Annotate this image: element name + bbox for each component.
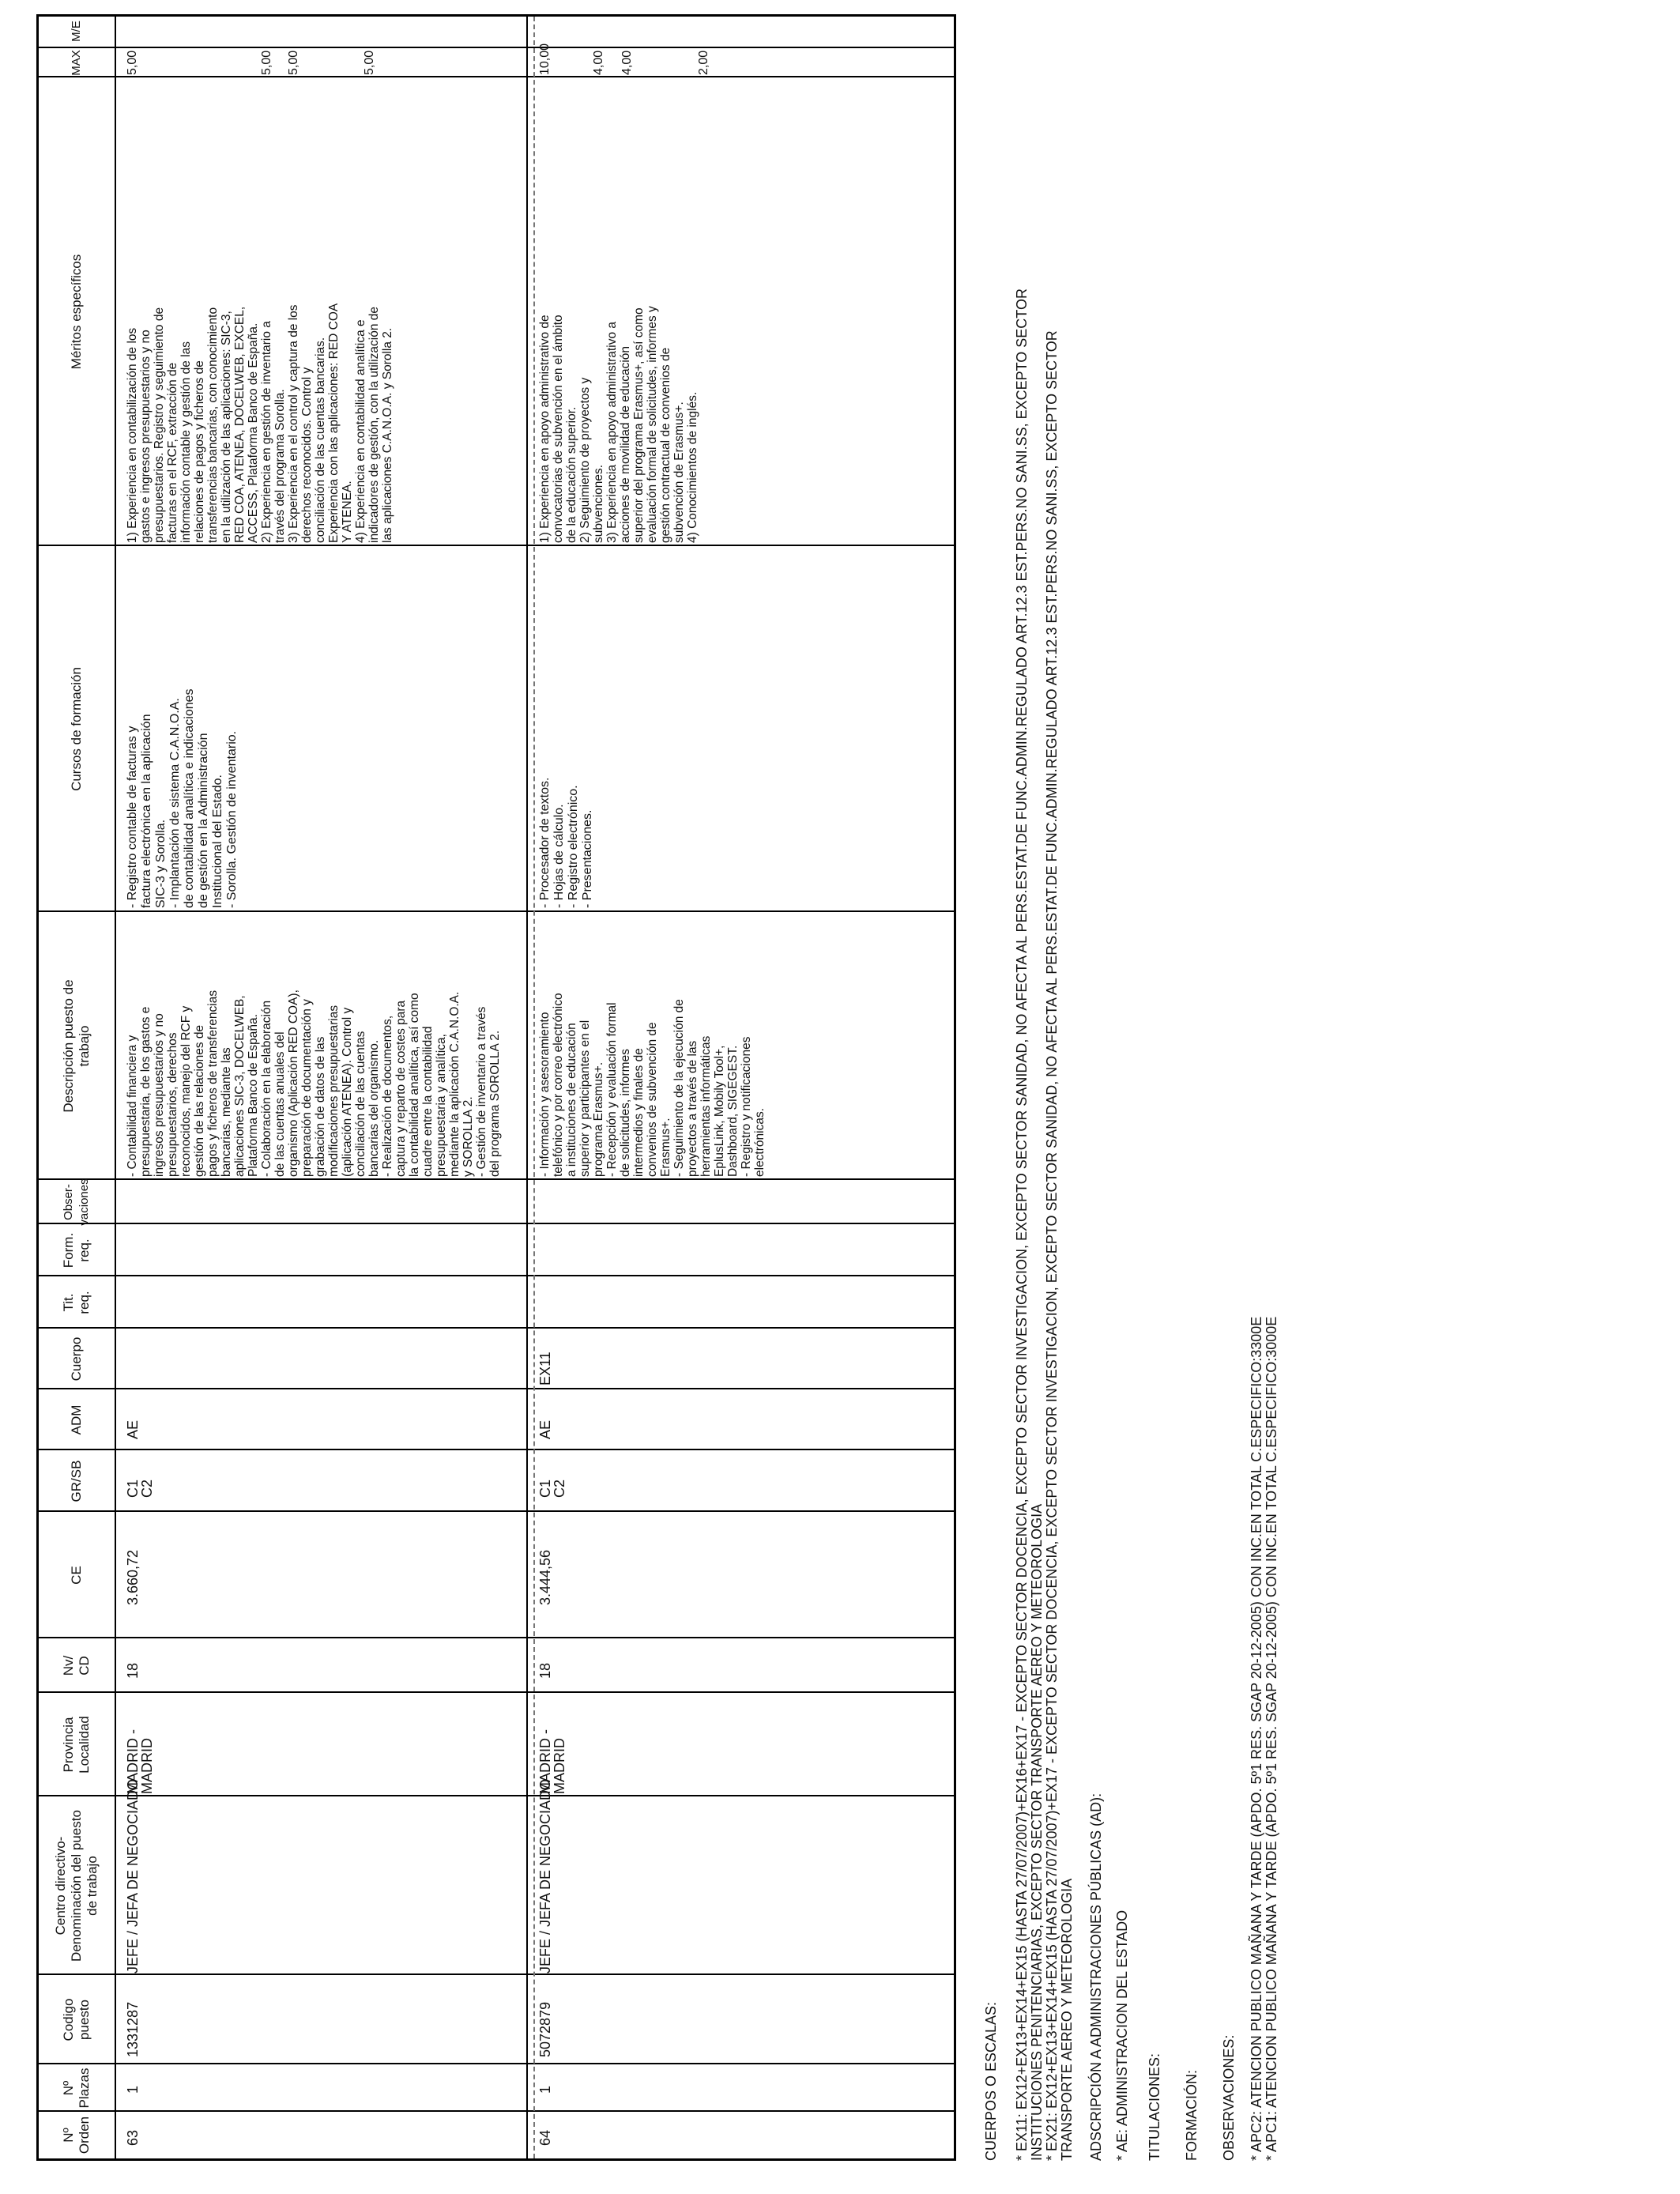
header-meritos: Méritos específicos: [69, 254, 84, 370]
row-64-descripcion: - Información y asesoramiento telefónico y por correo electrónico a instituciones de educación superior y participantes en el programa Erasmus+. - Recepción y evaluación formal de solicitudes, informes intermedios y finales de convenios de subvención de Erasmus+. - Seguimiento de la ejecución de proyectos a través de las herramientas informáticas EplusLink, Mobily Tool+, Dashboard, SIGEGEST. - Registro y notificaciones electrónicas.: [538, 993, 767, 1177]
row-64-orden: 64: [537, 2129, 553, 2146]
observaciones-title: OBSERVACIONES:: [1221, 2034, 1237, 2161]
row-63-orden: 63: [125, 2129, 141, 2146]
row-63-plazas: 1: [125, 2085, 141, 2094]
cuerpos-line-3: * EX21: EX12+EX13+EX14+EX15 (HASTA 27/07/2007)+EX17 - EXCEPTO SECTOR DOCENCIA, EXCEPTO SECTOR INVESTIGACION, EXCEPTO SECTOR SANIDAD, NO AFECTA AL PERS.ESTAT.DE FUNC.ADMIN.REGULADO ART.12.3 EST.PERS.NO SANI.SS, EXCEPTO SECTOR: [1044, 330, 1060, 2161]
row-64-provincia: MADRID - MADRID: [537, 1729, 567, 1794]
row-64-cursos: - Procesador de textos. - Hojas de cálculo. - Registro electrónico. - Presentaciones.: [538, 777, 594, 908]
header-provincia: Provincia Localidad: [61, 1716, 92, 1774]
row-64-adm: AE: [537, 1419, 553, 1439]
footnotes: [984, 11, 1279, 2161]
row-64-cuerpo: EX11: [537, 1351, 553, 1385]
positions-table: [36, 14, 956, 2161]
row-63-adm: AE: [125, 1419, 141, 1439]
row-64-codigo: 5072879: [537, 2001, 553, 2057]
row-64-max-2: 4,00: [592, 50, 605, 75]
observaciones-line-1: * APC2: ATENCION PUBLICO MAÑANA Y TARDE (APDO. 5º1 RES. SGAP 20-12-2005) CON INC.EN TOTAL C.ESPECIFICO:3300E: [1249, 1316, 1264, 2161]
header-descripcion: Descripción puesto de trabajo: [61, 979, 92, 1113]
observaciones-line-2: * APC1: ATENCION PUBLICO MAÑANA Y TARDE (APDO. 5º1 RES. SGAP 20-12-2005) CON INC.EN TOTAL C.ESPECIFICO:3000E: [1264, 1316, 1279, 2161]
formacion-title: FORMACIÓN:: [1184, 2070, 1200, 2161]
header-codigo: Codigo puesto: [61, 1998, 92, 2041]
row-64-grsb: C1 C2: [537, 1479, 567, 1498]
row-63-cursos: - Registro contable de facturas y factura electrónica en la aplicación SIC-3 y Sorolla. - Implantación de sistema C.A.N.O.A. de contabilidad analítica e indicaciones de gestión en la Administración Institucional del Estado. - Sorolla. Gestión de inventario.: [126, 688, 239, 908]
row-63-descripcion: - Contabilidad financiera y presupuestaria, de los gastos e ingresos presupuestarios y no presupuestarios, derechos reconocidos, manejo del RCF y gestión de las relaciones de pagos y ficheros de transferencias bancarias, mediante las aplicaciones SIC-3, DOCELWEB, Plataforma Banco de España. - Colaboración en la elaboración de las cuentas anuales del organismo (Aplicación RED COA), preparación de documentación y grabación de datos de las modificaciones presupuestarias (aplicación ATENEA). Control y conciliación de las cuentas bancarias del organismo. - Realización de documentos, captura y reparto de costes para la contabilidad analítica, así como cuadre entre la contabilidad presupuestaria y analítica, mediante la aplicación C.A.N.O.A. y SOROLLA 2. - Gestión de inventario a través del programa SOROLLA 2.: [126, 990, 502, 1177]
header-form: Form. req.: [61, 1232, 92, 1269]
header-orden: Nº Orden: [61, 2116, 92, 2154]
header-cursos: Cursos de formación: [69, 667, 84, 791]
header-me: M/E: [70, 21, 83, 42]
row-64-max-1: 10,00: [538, 43, 552, 75]
header-plazas: Nº Plazas: [61, 2068, 92, 2109]
header-adm: ADM: [69, 1404, 84, 1435]
row-63-meritos: 1) Experiencia en contabilización de los gastos e ingresos presupuestarios y no presupuestarios. Registro y seguimiento de facturas en el RCF, extracción de información contable y gestión de las relaciones de pagos y ficheros de transferencias bancarias, con conocimiento en la utilización de las aplicaciones: SIC-3, RED COA, ATENEA, DOCELWEB, EXCEL, ACCESS, Plataforma Banco de España. 2) Experiencia en gestión de inventario a través del programa Sorolla. 3) Experiencia en el control y captura de los derechos reconocidos. Control y conciliación de las cuentas bancarias. Experiencia con las aplicaciones: RED COA Y ATENEA. 4) Experiencia en contabilidad analítica e indicadores de gestión, con la utilización de las aplicaciones C.A.N.O.A. y Sorolla 2.: [126, 303, 394, 543]
header-centro: Centro directivo- Denominación del puesto de trabajo: [53, 1810, 100, 1962]
row-64-nivel: 18: [537, 1662, 553, 1679]
row-63-codigo: 1331287: [125, 2001, 141, 2057]
row-64-max-4: 2,00: [697, 50, 710, 75]
row-63-max-3: 5,00: [287, 50, 300, 75]
header-tit: Tit. req.: [61, 1291, 92, 1314]
header-max: MAX: [70, 50, 83, 76]
titulaciones-title: TITULACIONES:: [1147, 2053, 1162, 2161]
header-nivel: Nv/ CD: [61, 1655, 92, 1676]
row-63-nivel: 18: [125, 1662, 141, 1679]
header-cuerpo: Cuerpo: [69, 1336, 84, 1382]
header-grsb: GR/SB: [69, 1460, 84, 1502]
header-ce: CE: [69, 1566, 84, 1585]
row-64-ce: 3.444,56: [537, 1549, 553, 1605]
row-64-max-3: 4,00: [620, 50, 634, 75]
header-obs: Obser- vaciones: [62, 1178, 91, 1226]
adscripcion-title: ADSCRIPCIÓN A ADMINISTRACIONES PÚBLICAS (AD):: [1088, 1793, 1104, 2161]
row-63-max-1: 5,00: [126, 50, 139, 75]
row-64-centro: JEFE / JEFA DE NEGOCIADO: [537, 1778, 553, 1973]
row-63-ce: 3.660,72: [125, 1549, 141, 1605]
cuerpos-line-2: INSTITUCIONES PENITENCIARIAS, EXCEPTO SECTOR TRANSPORTE AEREO Y METEOROLOGIA: [1029, 1503, 1045, 2161]
cuerpos-title: CUERPOS O ESCALAS:: [983, 2001, 999, 2161]
row-63-provincia: MADRID - MADRID: [125, 1729, 155, 1794]
row-64-meritos: 1) Experiencia en apoyo administrativo de convocatorias de subvención en el ámbito de la educación superior. 2) Seguimiento de proyectos y subvenciones. 3) Experiencia en apoyo administrativo a acciones de movilidad de educación superior del programa Erasmus+, así como evaluación formal de solicitudes, informes y gestión contractual de convenios de subvención de Erasmus+. 4) Conocimientos de inglés.: [538, 306, 699, 543]
row-63-max-4: 5,00: [363, 50, 376, 75]
row-63-centro: JEFE / JEFA DE NEGOCIADO: [125, 1778, 141, 1973]
cuerpos-line-4: TRANSPORTE AEREO Y METEOROLOGIA: [1059, 1878, 1075, 2161]
row-63-grsb: C1 C2: [125, 1479, 155, 1498]
row-64-plazas: 1: [537, 2085, 553, 2094]
row-63-max-2: 5,00: [260, 50, 273, 75]
cuerpos-line-1: * EX11: EX12+EX13+EX14+EX15 (HASTA 27/07/2007)+EX16+EX17 - EXCEPTO SECTOR DOCENCIA, EXCEPTO SECTOR INVESTIGACION, EXCEPTO SECTOR SANIDAD, NO AFECTA AL PERS.ESTAT.DE FUNC.ADMIN.REGULADO ART.12.3 EST.PERS.NO SANI.SS, EXCEPTO SECTOR: [1014, 288, 1030, 2161]
adscripcion-line: * AE: ADMINISTRACION DEL ESTADO: [1114, 1909, 1130, 2161]
